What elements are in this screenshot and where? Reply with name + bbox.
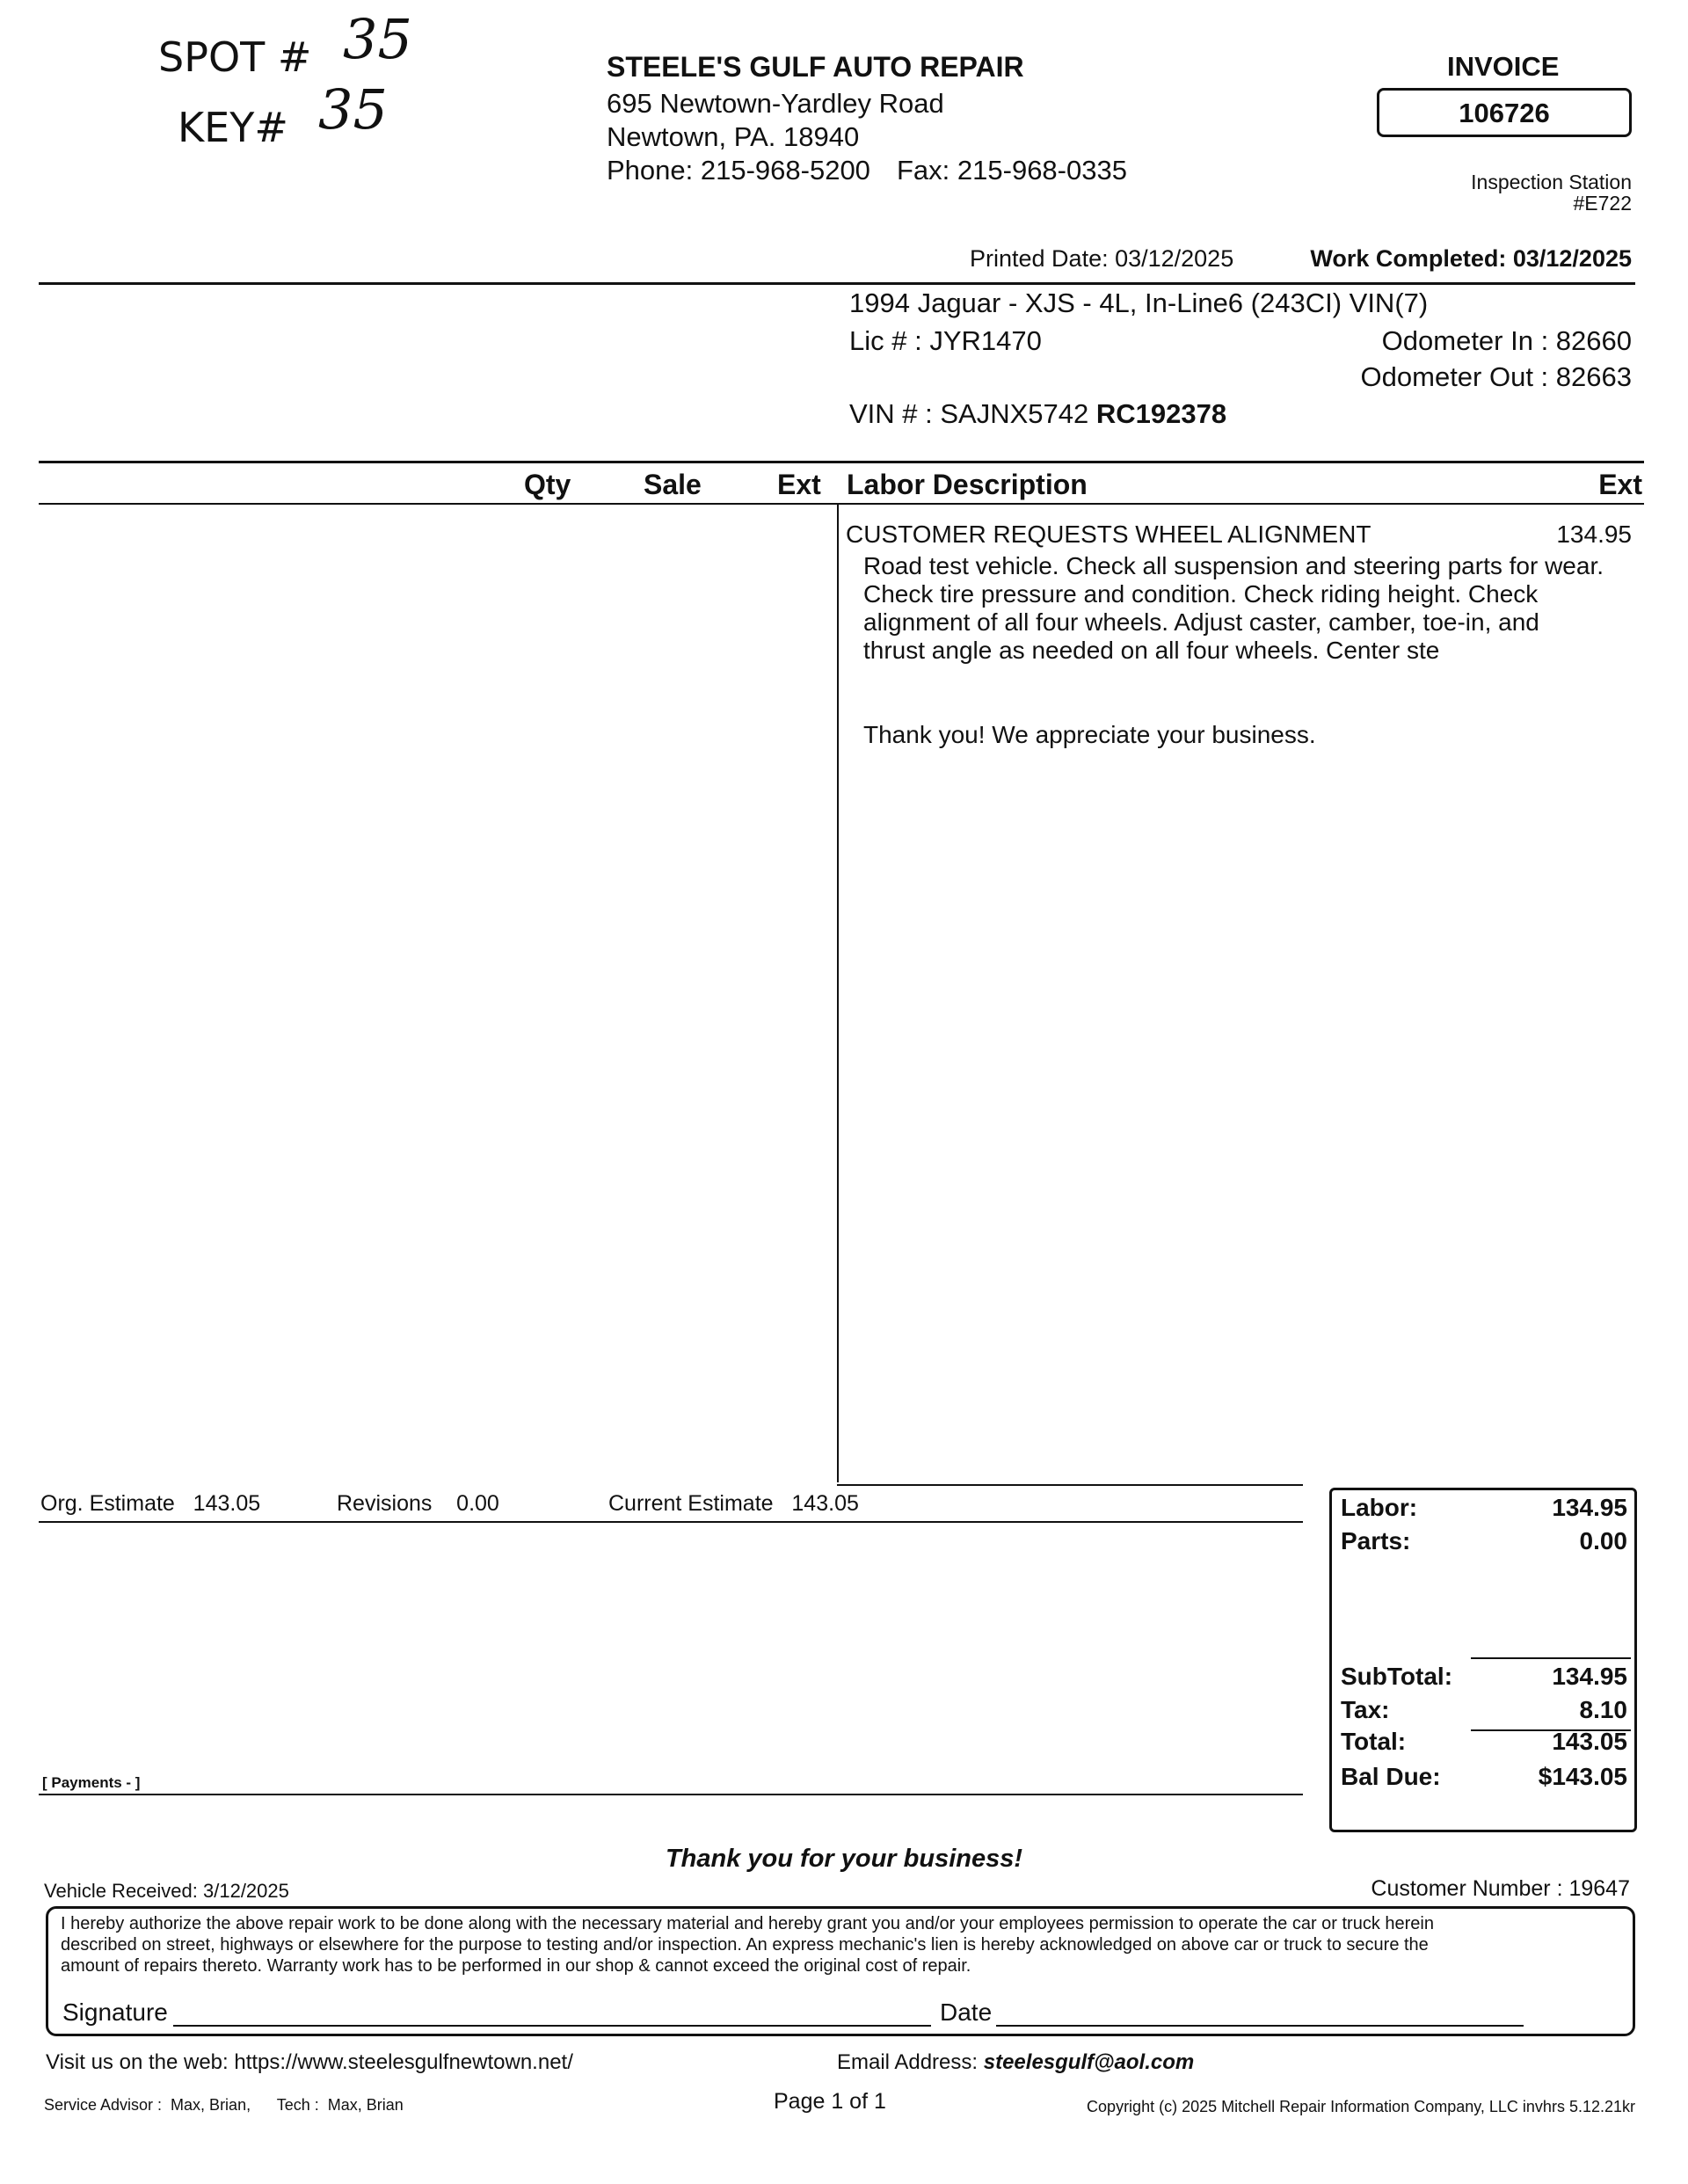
balance-due-row [1332, 1763, 1634, 1798]
subtotal-row [1332, 1663, 1634, 1698]
table-top-border [39, 461, 1644, 463]
subtotal-line [1471, 1657, 1631, 1659]
payments-line [39, 1794, 1303, 1795]
tax-label: Tax: [1341, 1696, 1390, 1723]
org-estimate-value: 143.05 [193, 1491, 261, 1516]
column-header-qty: Qty [524, 469, 571, 500]
date-line[interactable] [996, 2025, 1524, 2027]
shop-fax: Fax: 215-968-0335 [897, 155, 1127, 186]
labor-line-3: alignment of all four wheels. Adjust caster, camber, toe-in, and [863, 608, 1539, 636]
revisions-value: 0.00 [456, 1491, 499, 1516]
vin-suffix: RC192378 [1095, 398, 1227, 429]
current-estimate-value: 143.05 [791, 1491, 859, 1516]
odometer-in: Odometer In : 82660 [1381, 325, 1632, 356]
vehicle-received: Vehicle Received: 3/12/2025 [44, 1880, 289, 1902]
shop-name: STEELE'S GULF AUTO REPAIR [607, 51, 1024, 83]
invoice-label: INVOICE [1447, 51, 1560, 82]
shop-address-line2: Newtown, PA. 18940 [607, 121, 860, 152]
authorization-line-1: I hereby authorize the above repair work to be done along with the necessary material and hereby grant you and/or your employees permission to operate the car or truck herein [61, 1914, 1434, 1933]
spot-label: SPOT # [158, 33, 312, 81]
current-estimate [608, 1491, 859, 1517]
vehicle-description: 1994 Jaguar - XJS - 4L, In-Line6 (243CI) VIN(7) [849, 288, 1429, 318]
payments-label: [ Payments - ] [42, 1774, 141, 1791]
date-label: Date [940, 1998, 993, 2026]
subtotal-value: 134.95 [1552, 1663, 1627, 1690]
page-number: Page 1 of 1 [774, 2089, 886, 2114]
subtotal-label: SubTotal: [1341, 1663, 1453, 1690]
tax-row [1332, 1696, 1634, 1731]
website[interactable]: Visit us on the web: https://www.steelesgulfnewtown.net/ [46, 2050, 573, 2074]
spot-number: 35 [343, 7, 412, 71]
work-completed-date: Work Completed: 03/12/2025 [1310, 245, 1632, 272]
thank-you-message: Thank you for your business! [665, 1845, 1023, 1873]
total-value: 143.05 [1552, 1728, 1627, 1755]
license-plate: Lic # : JYR1470 [849, 325, 1042, 356]
estimate-bottom-line [39, 1521, 1303, 1523]
labor-line-2: Check tire pressure and condition. Check riding height. Check [863, 580, 1539, 608]
labor-line-1: Road test vehicle. Check all suspension and steering parts for wear. [863, 552, 1604, 579]
signature-line[interactable] [173, 2025, 931, 2027]
table-header-border [39, 503, 1644, 505]
balance-due-label: Bal Due: [1341, 1763, 1441, 1790]
copyright: Copyright (c) 2025 Mitchell Repair Information Company, LLC invhrs 5.12.21kr [1087, 2098, 1635, 2115]
column-header-labor-description: Labor Description [847, 469, 1088, 500]
authorization-line-3: amount of repairs thereto. Warranty work has to be performed in our shop & cannot exceed the original cost of repair. [61, 1956, 971, 1976]
labor-total-row [1332, 1494, 1634, 1529]
revisions [337, 1491, 499, 1517]
service-advisor: Service Advisor : Max, Brian, Tech : Max, Brian [44, 2096, 404, 2114]
totals-box [1329, 1488, 1637, 1832]
org-estimate-label: Org. Estimate [40, 1491, 175, 1516]
shop-address-line1: 695 Newtown-Yardley Road [607, 88, 944, 119]
printed-date: Printed Date: 03/12/2025 [970, 245, 1234, 272]
total-label: Total: [1341, 1728, 1407, 1755]
labor-total-label: Labor: [1341, 1494, 1418, 1521]
labor-total-value: 134.95 [1552, 1494, 1627, 1521]
labor-amount: 134.95 [1556, 521, 1632, 548]
estimate-top-line [837, 1484, 1303, 1486]
labor-line-4: thrust angle as needed on all four wheels. Center ste [863, 637, 1440, 664]
inspection-station-number: #E722 [1573, 192, 1632, 215]
column-header-sale: Sale [644, 469, 702, 500]
signature-label: Signature [62, 1998, 168, 2026]
labor-thanks: Thank you! We appreciate your business. [863, 721, 1316, 748]
vin-prefix: VIN # : SAJNX5742 [849, 398, 1096, 429]
vin [849, 398, 1226, 430]
odometer-out: Odometer Out : 82663 [1360, 361, 1632, 392]
labor-title: CUSTOMER REQUESTS WHEEL ALIGNMENT [846, 521, 1372, 548]
column-header-ext: Ext [777, 469, 821, 500]
header-divider [39, 282, 1635, 285]
authorization-box [46, 1906, 1635, 2036]
tax-value: 8.10 [1579, 1696, 1627, 1723]
total-row [1332, 1728, 1634, 1763]
authorization-line-2: described on street, highways or elsewhere for the purpose to testing and/or inspection. An express mechanic's lien is hereby acknowledged on above car or truck to secure the [61, 1935, 1429, 1955]
parts-total-row [1332, 1527, 1634, 1562]
email-address[interactable]: steelesgulf@aol.com [983, 2050, 1195, 2074]
column-header-labor-ext: Ext [1598, 469, 1642, 500]
email-label: Email Address: [837, 2050, 984, 2074]
parts-labor-divider [837, 505, 839, 1482]
org-estimate [40, 1491, 260, 1517]
parts-total-label: Parts: [1341, 1527, 1411, 1554]
key-label: KEY# [178, 104, 288, 151]
invoice-number: 106726 [1459, 98, 1550, 128]
balance-due-value: $143.05 [1538, 1763, 1627, 1790]
email[interactable] [837, 2050, 1194, 2075]
key-number: 35 [318, 77, 388, 142]
revisions-label: Revisions [337, 1491, 433, 1516]
current-estimate-label: Current Estimate [608, 1491, 774, 1516]
shop-phone: Phone: 215-968-5200 [607, 155, 870, 186]
customer-number: Customer Number : 19647 [1371, 1876, 1630, 1901]
invoice-number-box [1377, 88, 1632, 137]
parts-total-value: 0.00 [1579, 1527, 1627, 1554]
inspection-station-label: Inspection Station [1471, 171, 1632, 193]
